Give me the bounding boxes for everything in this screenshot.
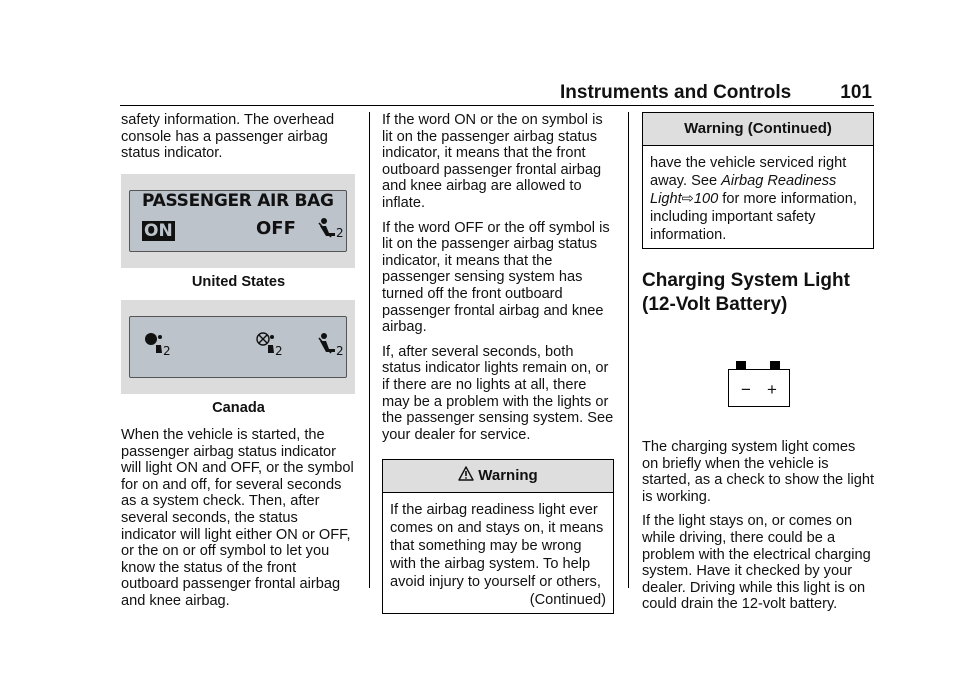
svg-text:2: 2 — [336, 225, 344, 240]
page-number: 101 — [840, 82, 872, 103]
svg-text:2: 2 — [163, 344, 171, 359]
us-airbag-indicator-figure — [121, 174, 355, 268]
warning-box — [382, 459, 614, 614]
warning-continued-text-end: for more information, including important safety information. — [650, 191, 857, 243]
minus-sign: − — [741, 380, 751, 399]
warning-title: Warning — [478, 467, 538, 485]
cross-reference-link[interactable]: Airbag Readiness Light — [650, 173, 837, 207]
warning-text: If the airbag readiness light ever comes on and stays on, it means that something may be wrong with the airbag system. To help avoid injury to yourself or others, — [390, 502, 604, 591]
running-header-title: Instruments and Controls — [560, 82, 792, 103]
off-indicator: OFF — [256, 217, 296, 239]
passenger-off-icon — [316, 217, 344, 243]
warning-continued-text-start: have the vehicle serviced right away. See — [650, 155, 847, 189]
warning-continued-body — [643, 146, 873, 248]
plus-sign: + — [767, 380, 777, 399]
charging-light-paragraph-2: If the light stays on, or comes on while driving, there could be a problem with the electrical charging system. Have it checked by your dealer. Driving while this light is on could drain the 12-volt battery. — [642, 513, 871, 613]
figure-caption-canada: Canada — [212, 400, 265, 417]
status-check-paragraph: When the vehicle is started, the passenger airbag status indicator will light ON and OFF, or the symbol for on and off, for several seconds as a system check. Then, after several seconds, the status indicator will light either ON or OFF, or the on or off symbol to let you know the status of the front outboard passenger frontal airbag and knee airbag. — [121, 426, 354, 609]
canada-indicator-display — [129, 316, 347, 378]
passenger-airbag-off-icon — [254, 331, 286, 361]
section-title — [642, 269, 874, 317]
battery-icon — [728, 361, 790, 407]
battery-terminal-positive — [770, 361, 780, 369]
continued-label: (Continued) — [529, 592, 606, 609]
battery-terminal-negative — [736, 361, 746, 369]
warning-header — [383, 460, 613, 493]
figure-caption-us: United States — [191, 273, 286, 290]
off-paragraph: If the word OFF or the off symbol is lit on the passenger airbag status indicator, it means that the passenger sensing system has turned off the front outboard passenger frontal airbag and knee airbag. — [382, 219, 610, 336]
problem-paragraph: If, after several seconds, both status indicator lights remain on, or if there are no lights at all, there may be a problem with the lights or the passenger sensing system. See your dealer for service. — [382, 343, 614, 443]
page-ref-arrow-icon: ⇨ — [681, 191, 694, 207]
passenger-seat-icon — [316, 331, 348, 361]
column-divider-1 — [369, 112, 370, 588]
warning-continued-header: Warning (Continued) — [643, 113, 873, 146]
us-indicator-display — [129, 190, 347, 252]
svg-text:2: 2 — [336, 344, 344, 359]
intro-paragraph: safety information. The overhead console has a passenger airbag status indicator. — [121, 112, 335, 162]
column-1 — [121, 112, 356, 618]
battery-body — [728, 369, 790, 407]
canada-airbag-indicator-figure — [121, 300, 355, 394]
column-divider-2 — [628, 112, 629, 588]
section-title-line-1: Charging System Light — [642, 270, 850, 291]
warning-triangle-icon — [458, 466, 474, 482]
svg-text:2: 2 — [275, 344, 283, 359]
header-rule — [120, 105, 874, 106]
on-indicator: ON — [144, 220, 173, 241]
passenger-airbag-on-icon — [142, 331, 174, 361]
on-paragraph: If the word ON or the on symbol is lit on the passenger airbag status indicator, it means that the front outboard passenger frontal airbag and knee airbag are allowed to inflate. — [382, 112, 603, 211]
column-3 — [642, 112, 874, 621]
section-title-line-2: (12-Volt Battery) — [642, 294, 788, 315]
warning-continued-box — [642, 112, 874, 249]
display-title: PASSENGER AIR BAG — [142, 190, 334, 211]
charging-light-paragraph-1: The charging system light comes on briefly when the vehicle is started, as a check to show the light is working. — [642, 439, 875, 505]
column-2 — [382, 112, 614, 614]
warning-body — [383, 493, 613, 613]
cross-reference-page[interactable]: 100 — [693, 191, 719, 207]
